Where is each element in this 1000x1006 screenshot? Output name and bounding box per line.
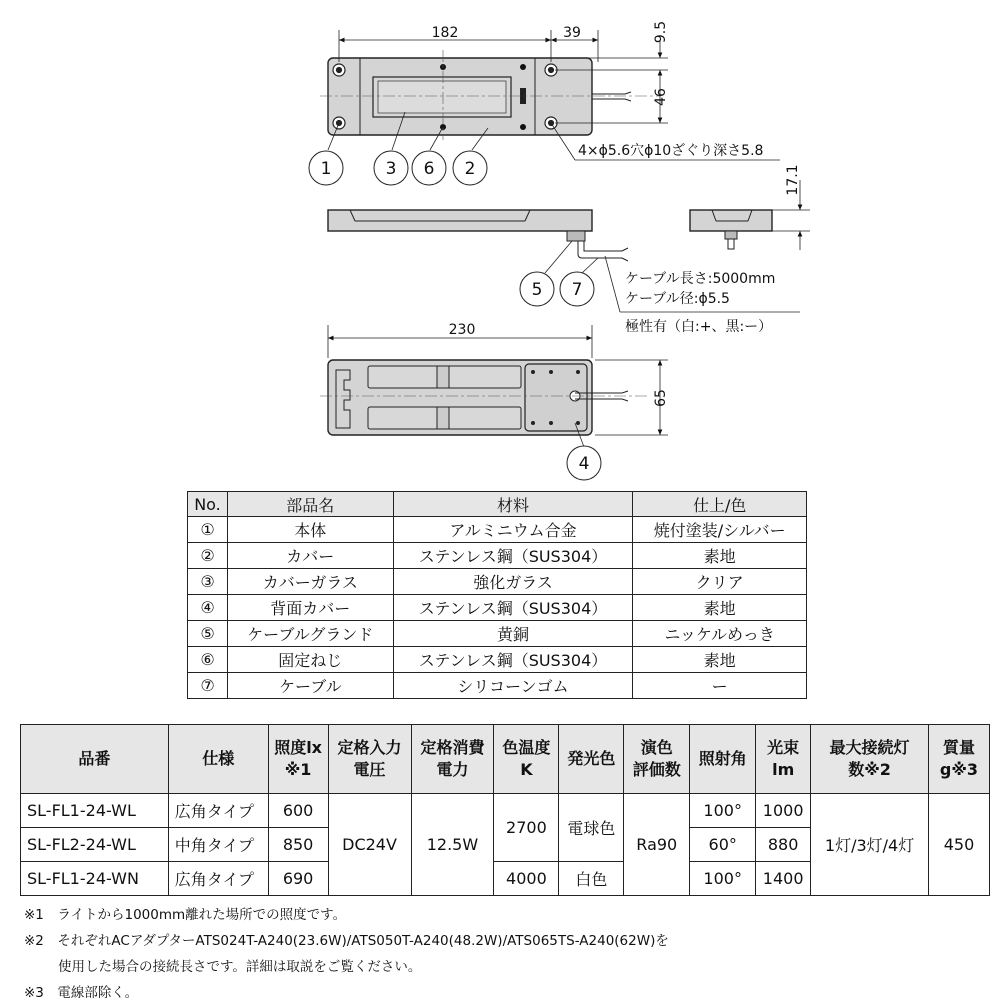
header-ra: 演色 評価数 <box>624 725 690 794</box>
part-finish: ニッケルめっき <box>633 621 807 647</box>
svg-text:2: 2 <box>464 159 476 179</box>
angle-cell: 60° <box>690 828 756 862</box>
table-row <box>188 595 807 621</box>
angle-cell: 100° <box>690 862 756 896</box>
lux-cell: 850 <box>268 828 328 862</box>
svg-text:3: 3 <box>385 159 397 179</box>
part-no: ⑤ <box>188 621 228 647</box>
top-view <box>320 50 660 140</box>
flux-cell: 1400 <box>756 862 811 896</box>
table-row <box>188 673 807 699</box>
part-name: ケーブルグランド <box>227 621 393 647</box>
svg-text:5: 5 <box>531 280 543 300</box>
part-name: 本体 <box>227 517 393 543</box>
table-row <box>188 621 807 647</box>
footnote-2: ※2 それぞれACアダプターATS024T-A240(23.6W)/ATS050T-A240(48.2W)/ATS065TS-A240(62W)を <box>24 933 669 949</box>
cable-length: ケーブル長さ:5000mm <box>625 271 776 287</box>
spec-table <box>20 724 990 896</box>
max-connect-cell: 1灯/3灯/4灯 <box>811 794 929 896</box>
angle-cell: 100° <box>690 794 756 828</box>
part-material: ステンレス鋼（SUS304） <box>393 647 633 673</box>
header-model: 品番 <box>21 725 169 794</box>
part-finish: 素地 <box>633 647 807 673</box>
header-type: 仕様 <box>168 725 268 794</box>
technical-drawing <box>0 0 1000 490</box>
parts-table <box>187 491 807 699</box>
header-temp: 色温度 K <box>494 725 559 794</box>
spec-header-row <box>21 725 990 794</box>
part-no: ③ <box>188 569 228 595</box>
type-cell: 広角タイプ <box>168 794 268 828</box>
temp-cell: 4000 <box>494 862 559 896</box>
parts-header-material: 材料 <box>393 492 633 517</box>
cable-diameter: ケーブル径:ϕ5.5 <box>625 291 730 307</box>
end-view <box>690 210 772 249</box>
color-cell: 電球色 <box>559 794 624 862</box>
part-name: カバー <box>227 543 393 569</box>
model-cell: SL-FL2-24-WL <box>21 828 169 862</box>
ra-cell: Ra90 <box>624 794 690 896</box>
header-max-connect: 最大接続灯 数※2 <box>811 725 929 794</box>
voltage-cell: DC24V <box>328 794 411 896</box>
dim-182: 182 <box>431 25 459 41</box>
part-name: ケーブル <box>227 673 393 699</box>
header-lux: 照度lx ※1 <box>268 725 328 794</box>
footnote-3: ※3 電線部除く。 <box>24 985 139 1001</box>
mass-cell: 450 <box>928 794 989 896</box>
table-row <box>188 647 807 673</box>
power-cell: 12.5W <box>411 794 494 896</box>
part-name: 背面カバー <box>227 595 393 621</box>
flux-cell: 1000 <box>756 794 811 828</box>
parts-header-name: 部品名 <box>227 492 393 517</box>
dim-9-5: 9.5 <box>653 20 669 44</box>
svg-text:6: 6 <box>423 159 435 179</box>
dim-39: 39 <box>563 25 581 41</box>
type-cell: 広角タイプ <box>168 862 268 896</box>
model-cell: SL-FL1-24-WL <box>21 794 169 828</box>
footnote-1: ※1 ライトから1000mm離れた場所での照度です。 <box>24 907 347 923</box>
parts-header-row <box>188 492 807 517</box>
table-row <box>21 794 990 828</box>
header-mass: 質量 g※3 <box>928 725 989 794</box>
footnotes <box>24 902 669 1006</box>
table-row <box>188 517 807 543</box>
dim-230: 230 <box>448 322 476 338</box>
table-row <box>188 543 807 569</box>
part-no: ⑥ <box>188 647 228 673</box>
polarity-note: 極性有（白:+、黒:ー） <box>625 319 773 335</box>
part-finish: ー <box>633 673 807 699</box>
part-material: 強化ガラス <box>393 569 633 595</box>
part-material: アルミニウム合金 <box>393 517 633 543</box>
lux-cell: 600 <box>268 794 328 828</box>
type-cell: 中角タイプ <box>168 828 268 862</box>
svg-text:1: 1 <box>320 159 332 179</box>
flux-cell: 880 <box>756 828 811 862</box>
footnote-2-continued: 使用した場合の接続長さです。詳細は取説をご覧ください。 <box>58 959 422 975</box>
dim-65: 65 <box>653 389 669 407</box>
part-material: ステンレス鋼（SUS304） <box>393 543 633 569</box>
part-finish: クリア <box>633 569 807 595</box>
svg-text:7: 7 <box>571 280 583 300</box>
table-row <box>188 569 807 595</box>
dim-46: 46 <box>653 88 669 106</box>
part-name: 固定ねじ <box>227 647 393 673</box>
callout-2 <box>453 128 488 185</box>
parts-header-no: No. <box>188 492 228 517</box>
part-no: ④ <box>188 595 228 621</box>
svg-text:4: 4 <box>578 454 590 474</box>
part-finish: 焼付塗装/シルバー <box>633 517 807 543</box>
part-finish: 素地 <box>633 595 807 621</box>
hole-note: 4×ϕ5.6穴ϕ10ざぐり深さ5.8 <box>578 143 764 159</box>
header-power: 定格消費 電力 <box>411 725 494 794</box>
header-color: 発光色 <box>559 725 624 794</box>
part-material: ステンレス鋼（SUS304） <box>393 595 633 621</box>
parts-header-finish: 仕上/色 <box>633 492 807 517</box>
part-no: ① <box>188 517 228 543</box>
side-view <box>328 210 628 261</box>
part-no: ⑦ <box>188 673 228 699</box>
bottom-view <box>320 360 650 435</box>
color-cell: 白色 <box>559 862 624 896</box>
lux-cell: 690 <box>268 862 328 896</box>
part-finish: 素地 <box>633 543 807 569</box>
header-flux: 光束 lm <box>756 725 811 794</box>
part-material: 黄銅 <box>393 621 633 647</box>
part-name: カバーガラス <box>227 569 393 595</box>
callout-7 <box>560 258 598 306</box>
part-no: ② <box>188 543 228 569</box>
temp-cell: 2700 <box>494 794 559 862</box>
header-angle: 照射角 <box>690 725 756 794</box>
part-material: シリコーンゴム <box>393 673 633 699</box>
model-cell: SL-FL1-24-WN <box>21 862 169 896</box>
dim-17-1: 17.1 <box>785 164 801 196</box>
header-voltage: 定格入力 電圧 <box>328 725 411 794</box>
